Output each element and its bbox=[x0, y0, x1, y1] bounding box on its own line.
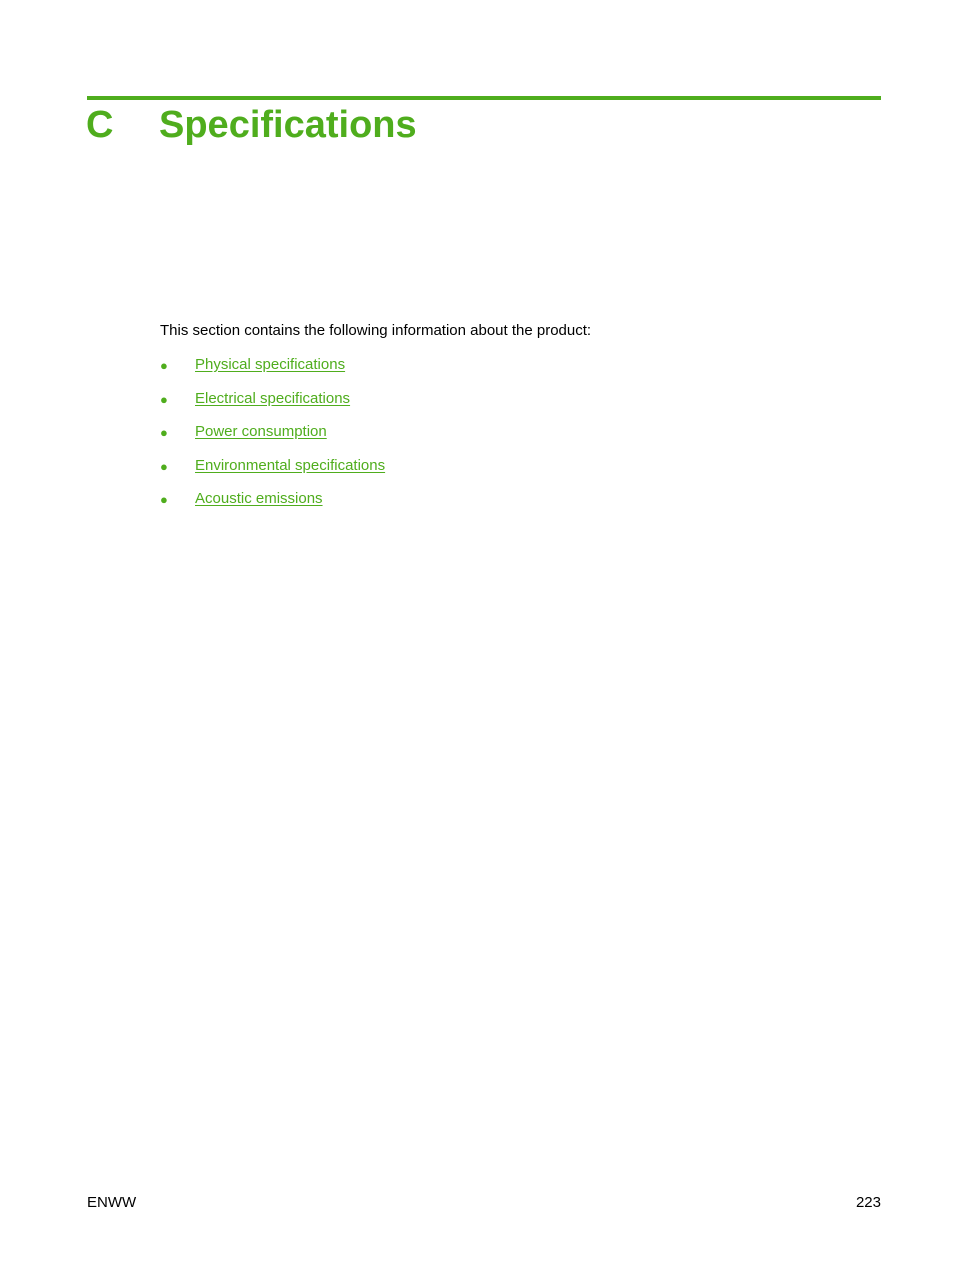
bullet-icon: ● bbox=[160, 492, 168, 507]
intro-paragraph: This section contains the following information about the product: bbox=[160, 322, 592, 339]
chapter-title: Specifications bbox=[159, 104, 417, 146]
link-environmental-specifications[interactable]: Environmental specifications bbox=[195, 456, 386, 474]
footer-edition-label: ENWW bbox=[87, 1194, 137, 1211]
link-power-consumption[interactable]: Power consumption bbox=[195, 423, 327, 440]
bullet-icon: ● bbox=[160, 391, 168, 407]
bullet-icon: ● bbox=[160, 358, 168, 373]
link-electrical-specifications[interactable]: Electrical specifications bbox=[195, 389, 351, 407]
bullet-icon: ● bbox=[160, 458, 168, 474]
link-acoustic-emissions[interactable]: Acoustic emissions bbox=[195, 490, 323, 507]
footer-page-number: 223 bbox=[855, 1194, 881, 1211]
link-physical-specifications[interactable]: Physical specifications bbox=[195, 356, 346, 373]
chapter-letter: C bbox=[86, 104, 114, 146]
bullet-icon: ● bbox=[160, 425, 168, 440]
